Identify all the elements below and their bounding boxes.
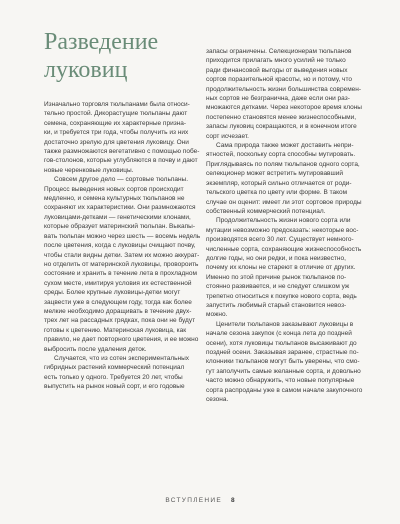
text-line: тельского цветка по цвету или форме. В таком	[206, 189, 348, 197]
text-line: тельно простой. Дикорастущие тюльпаны дают	[44, 110, 188, 118]
text-line: ных сортов не безгранична, даже если они раз-	[206, 95, 350, 103]
text-line: которые образует материнский тюльпан. Выкапы-	[44, 223, 196, 231]
left-text-column	[44, 100, 202, 392]
text-line: вать тюльпан можно через шесть — восемь недель	[44, 232, 201, 240]
text-line: экземпляр, который сильно отличается от роди-	[206, 179, 352, 187]
text-line: Продолжительность жизни нового сорта или	[216, 217, 351, 225]
text-line: долгие годы, но они редки, и пока неизвестно,	[206, 254, 346, 262]
text-line: запустить любимый старый становится невоз-	[206, 301, 347, 309]
text-line: также размножаются вегетативно с помощью побе-	[44, 148, 200, 156]
text-line: среды. Более крупные луковицы-детки могут	[44, 289, 181, 297]
text-line: трепетно относиться к покупке нового сорта, ведь	[206, 292, 357, 300]
text-line: достаточно зрелую для цветения луковицу. Они	[44, 138, 189, 146]
text-line: семена, сохраняющие их характерные призна-	[44, 119, 187, 127]
chapter-title	[44, 28, 158, 84]
text-line: численные сорта, сохраняющие жизнеспособность	[206, 245, 362, 253]
text-line: Приглядываясь по полям тюльпанов одного сорта,	[206, 160, 360, 168]
text-line: выбросить после удаления деток.	[44, 345, 147, 353]
text-line: клонники тюльпанов могут быть уверены, что смо-	[206, 358, 360, 366]
text-line: продолжительность жизни большинства современ-	[206, 85, 362, 93]
text-line: Именно по этой причине рынок тюльпанов по-	[206, 273, 347, 281]
text-line: но отделить от материнской луковицы, провороить	[44, 260, 199, 268]
text-line: Изначально торговля тюльпанами была относи-	[44, 101, 190, 108]
text-line: часто можно обнаружить, что новые популярные	[206, 377, 355, 385]
text-line: случае он оценит: имеет ли этот сортовое природы	[206, 198, 362, 206]
text-line: гут заполучить самые желанные сорта, и довольно	[206, 367, 361, 375]
text-line: состояние и хранить в течение лета в прохладном	[44, 270, 197, 278]
text-line: сорта распроданы уже в самом начале закупочного	[206, 386, 363, 394]
text-line: выпустить на рынок новый сорт, и его годовые	[44, 383, 185, 391]
text-line: постепенно становятся менее жизнеспособными,	[206, 113, 357, 121]
text-line: почему их клоны не стареют в отличие от других.	[206, 264, 356, 272]
text-line: запасы луковиц сокращаются, и в конечном итоге	[206, 123, 357, 131]
text-line: луковицами-детками — генетическими клонами,	[44, 213, 191, 221]
text-line: гибридных растений коммерческий потенциал	[44, 364, 185, 372]
chapter-title-line: луковиц	[44, 57, 128, 83]
text-line: множаются детками. Через некоторое время клоны	[206, 104, 362, 112]
text-line: после цветения, когда с луковицы счищают почву,	[44, 242, 196, 250]
text-line: есть только у одного. Требуется 20 лет, чтобы	[44, 373, 183, 381]
text-line: ради финансовой выгоды от выведения новых	[206, 66, 348, 74]
chapter-title-line: Разведение	[44, 29, 159, 55]
text-line: мелкие необходимо доращивать в течение двух-	[44, 307, 192, 315]
text-line: зацвести уже в следующем году, тогда как более	[44, 298, 192, 306]
text-line: селекционер может встретить мутировавший	[206, 170, 343, 178]
text-line: сухом месте, имитируя условия их естественной	[44, 279, 192, 287]
text-line: ки, и требуется три года, чтобы получить из них	[44, 129, 189, 137]
page-number: 8	[231, 497, 235, 504]
text-line: стоянно развивается, и не следует слишком уж	[206, 283, 350, 291]
text-line: сохраняют их характеристики. Они размножаются	[44, 204, 196, 212]
text-line: Совсем другое дело — сортовые тюльпаны.	[54, 176, 189, 184]
text-line: ятностей, поскольку сорта способны мутировать.	[206, 151, 356, 159]
text-line: готовы к цветению. Материнская луковица, как	[44, 326, 187, 334]
text-line: новые черенковые луковицы.	[44, 166, 134, 174]
text-line: приходится прилагать много усилий не только	[206, 57, 346, 65]
text-line: сортов поразительной красоты, но и потому, что	[206, 76, 352, 84]
running-section-title: ВСТУПЛЕНИЕ	[165, 497, 223, 504]
text-line: медленно, и семена культурных тюльпанов не	[44, 195, 185, 203]
text-line: трех лет на рассадных грядках, пока они не будут	[44, 317, 196, 325]
text-line: мутации невозможно предсказать: некоторые вос-	[206, 226, 359, 234]
text-line: можно.	[206, 311, 228, 319]
text-line: запасы ограничены. Селекционерам тюльпанов	[206, 48, 352, 55]
text-line: чтобы стали видны детки. Затем их можно аккурат-	[44, 251, 200, 259]
text-line: поздней осени. Заказывая заранее, страстные по-	[206, 349, 359, 356]
text-line: Сама природа также может доставить непри-	[216, 142, 354, 150]
right-text-column	[206, 47, 364, 404]
text-line: собственный коммерческий потенциал.	[206, 207, 326, 215]
text-line: производятся всего 30 лет. Существует немного-	[206, 236, 354, 244]
page-footer	[0, 497, 400, 504]
text-line: правило, не дает повторного цветения, и ее можно	[44, 336, 199, 344]
text-line: начале сезона закупок (с конца лета до поздней	[206, 330, 352, 338]
text-line: осени), хотя луковицы тюльпанов высаживают до	[206, 339, 357, 347]
text-line: сезона.	[206, 396, 229, 404]
text-line: гов-столонов, которые углубляются в почву и дают	[44, 157, 198, 165]
text-line: Случается, что из сотен экспериментальных	[54, 354, 190, 362]
text-line: сорт исчезает.	[206, 132, 249, 140]
text-line: Процесс выведения новых сортов происходит	[44, 185, 184, 193]
text-line: Ценители тюльпанов заказывают луковицы в	[216, 320, 354, 328]
